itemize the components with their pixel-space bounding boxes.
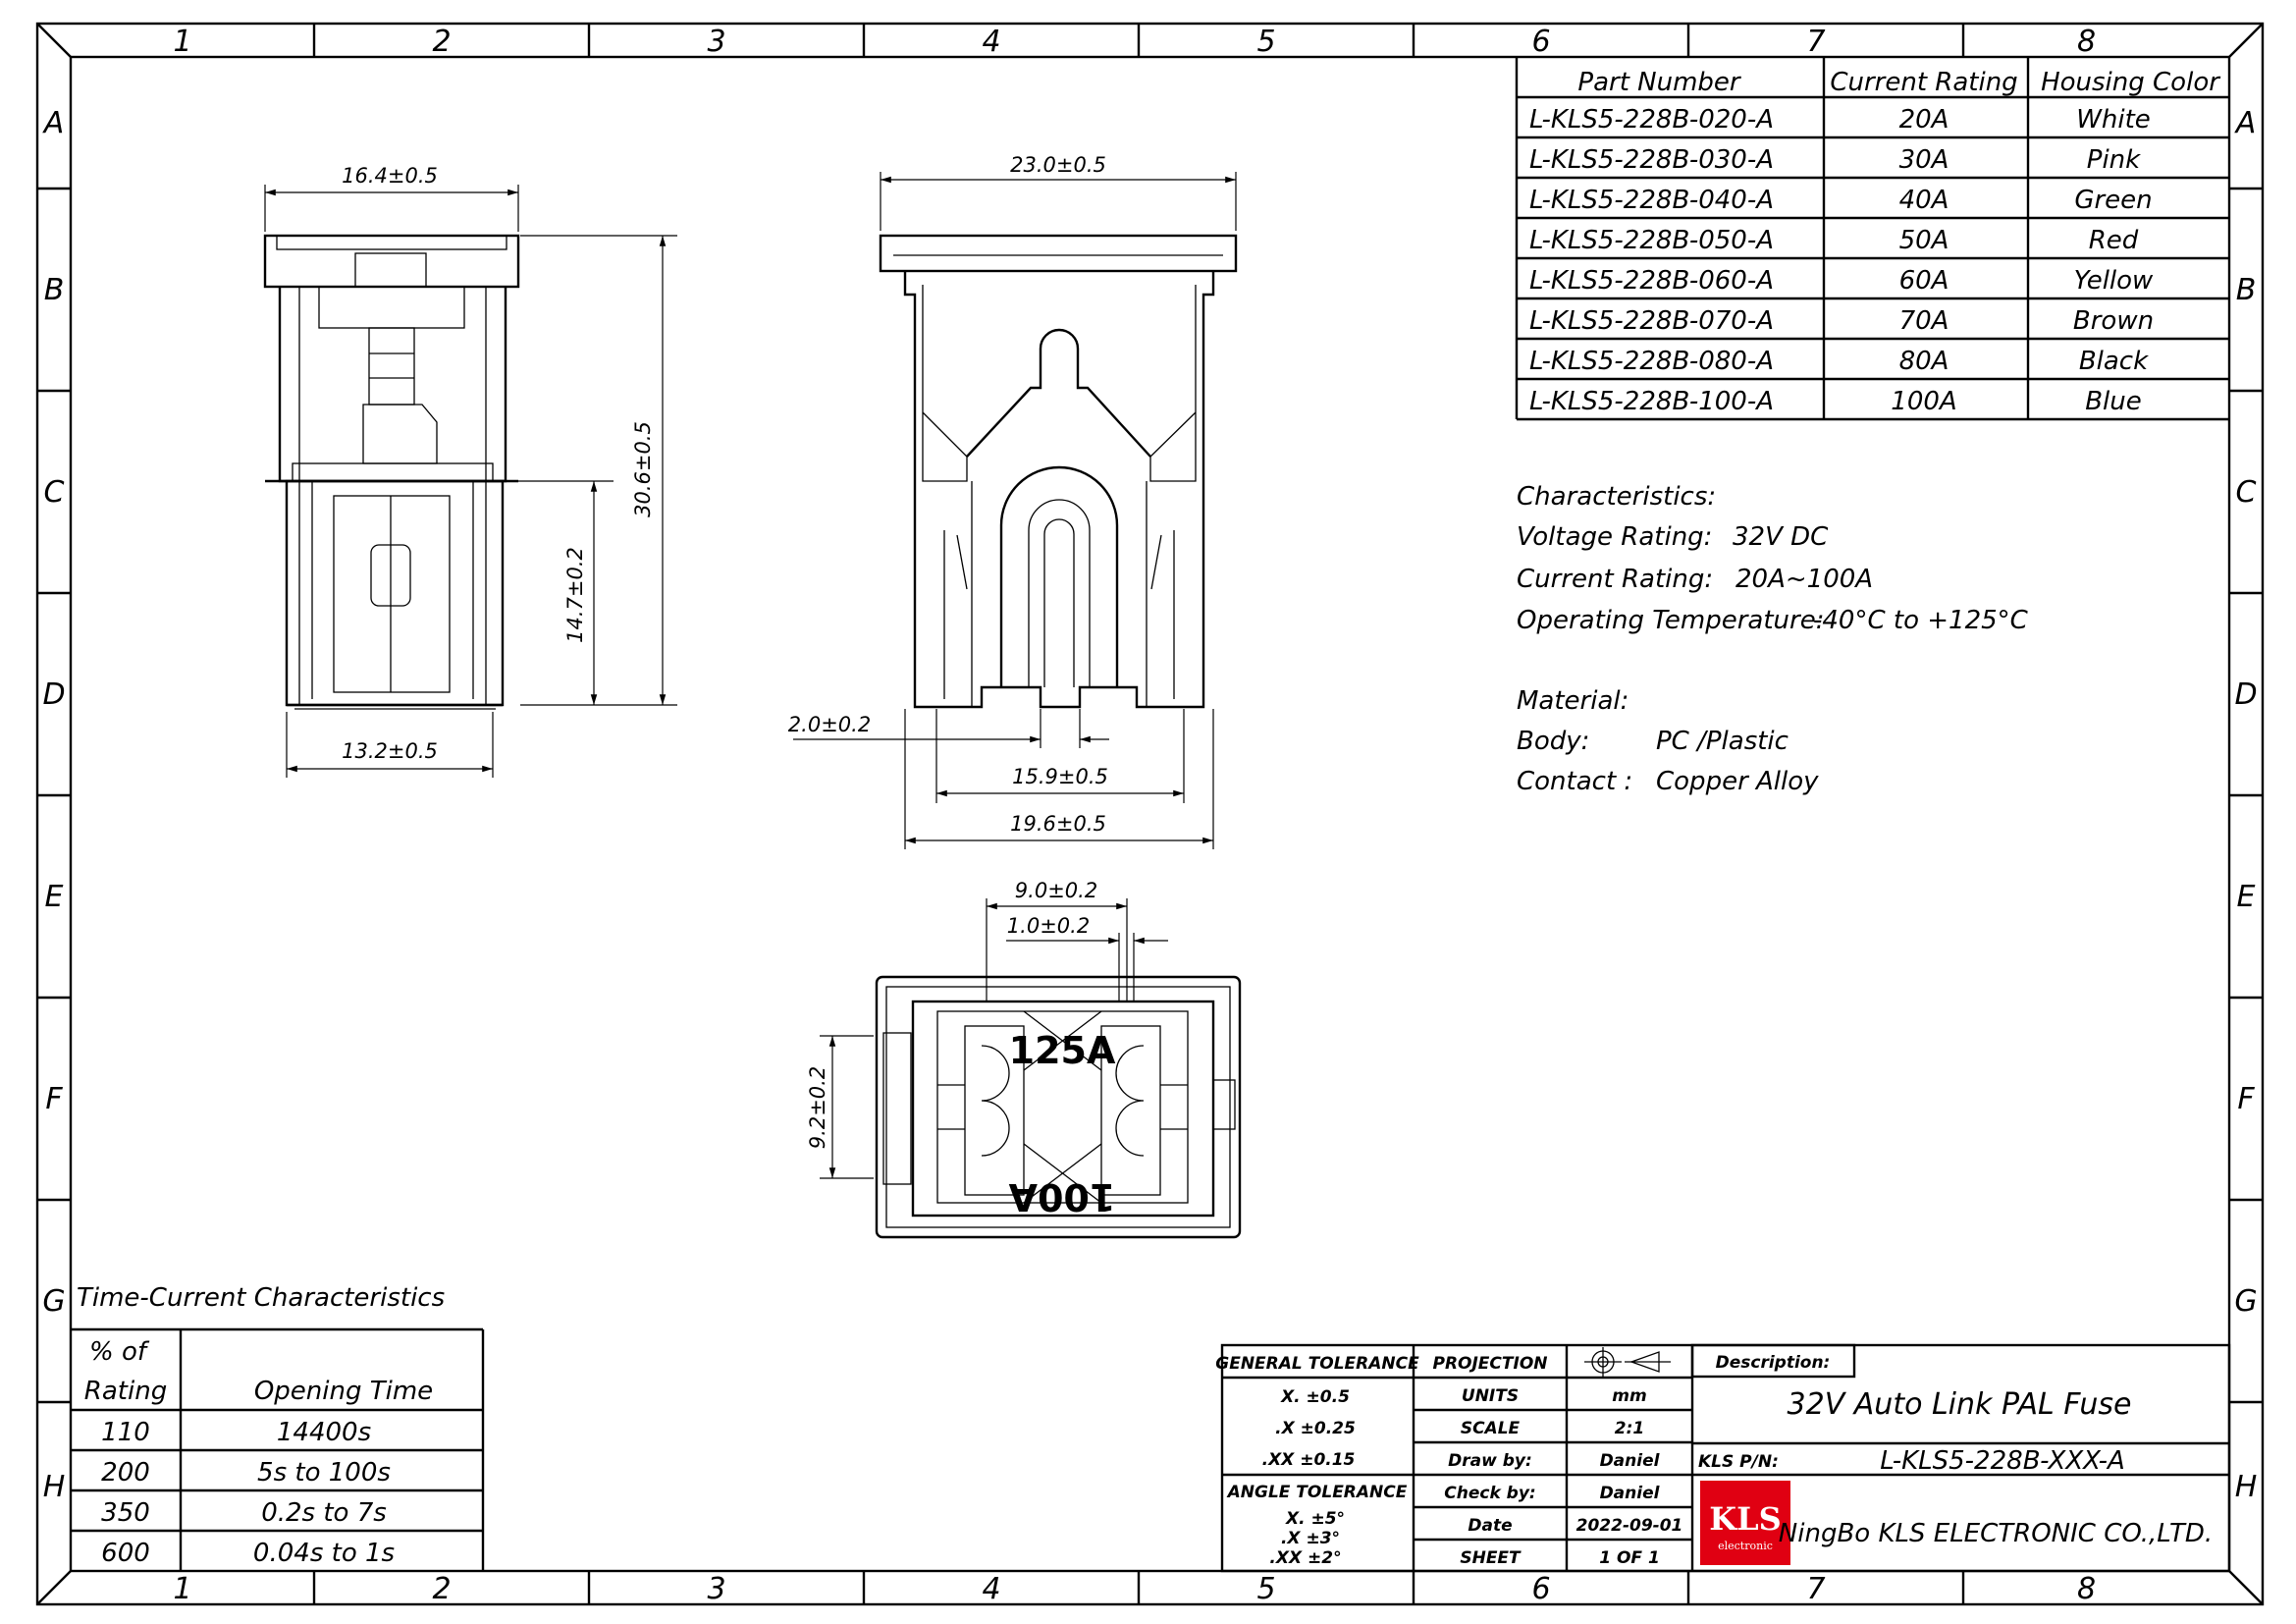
sheet-frame xyxy=(37,24,2263,1604)
rating-cell: 600 xyxy=(101,1539,150,1568)
dim-side-bottom-width: 13.2±0.5 xyxy=(342,739,438,763)
tol-x: X. ±0.5 xyxy=(1281,1387,1350,1407)
date-value: 2022-09-01 xyxy=(1575,1516,1683,1536)
time-current-table xyxy=(71,1283,483,1571)
table-row xyxy=(1529,145,2141,175)
units-label: UNITS xyxy=(1461,1386,1520,1406)
temperature-value: -40°C to +125°C xyxy=(1813,606,2028,635)
part-number-cell: L-KLS5-228B-060-A xyxy=(1529,266,1774,296)
characteristics-heading: Characteristics: xyxy=(1517,482,1717,512)
table-row xyxy=(101,1418,371,1447)
zone-row-E-right: E xyxy=(2236,880,2256,914)
angle-tolerance-label: ANGLE TOLERANCE xyxy=(1227,1483,1408,1502)
zone-col-2-bottom: 2 xyxy=(432,1572,452,1606)
scale-label: SCALE xyxy=(1460,1419,1521,1438)
description-label: Description: xyxy=(1715,1353,1831,1373)
current-rating-cell: 60A xyxy=(1898,266,1949,296)
current-rating-cell: 70A xyxy=(1898,306,1949,336)
housing-color-cell: White xyxy=(2076,105,2151,135)
scale-value: 2:1 xyxy=(1614,1419,1645,1438)
zone-labels xyxy=(42,25,2258,1606)
material-heading: Material: xyxy=(1517,686,1629,716)
housing-color-cell: Pink xyxy=(2086,145,2141,175)
pn-label: KLS P/N: xyxy=(1698,1452,1779,1472)
body-value: PC /Plastic xyxy=(1656,727,1789,756)
zone-row-C-left: C xyxy=(43,475,65,510)
part-number-cell: L-KLS5-228B-030-A xyxy=(1529,145,1774,175)
housing-color-cell: Blue xyxy=(2085,387,2142,416)
table-row xyxy=(1529,347,2149,376)
dim-side-lower-height: 14.7±0.2 xyxy=(563,547,587,643)
opening-time-cell: 5s to 100s xyxy=(257,1458,391,1488)
zone-col-4-top: 4 xyxy=(982,25,1001,59)
housing-color-cell: Brown xyxy=(2072,306,2155,336)
contact-label: Contact : xyxy=(1517,767,1633,796)
current-rating-cell: 80A xyxy=(1898,347,1949,376)
body-label: Body: xyxy=(1517,727,1590,756)
opening-time-cell: 0.2s to 7s xyxy=(261,1498,387,1528)
part-number-cell: L-KLS5-228B-050-A xyxy=(1529,226,1774,255)
zone-col-6-bottom: 6 xyxy=(1531,1572,1551,1606)
part-number-cell: L-KLS5-228B-070-A xyxy=(1529,306,1774,336)
logo-text: KLS xyxy=(1709,1500,1782,1538)
zone-row-F-left: F xyxy=(45,1082,63,1116)
pn-value: L-KLS5-228B-XXX-A xyxy=(1880,1446,2125,1476)
draw-label: Draw by: xyxy=(1448,1451,1532,1471)
part-number-table xyxy=(1517,57,2229,419)
temperature-label: Operating Temperature: xyxy=(1517,606,1825,635)
table-row xyxy=(1529,266,2154,296)
voltage-label: Voltage Rating: xyxy=(1517,522,1713,552)
dim-front-blade: 2.0±0.2 xyxy=(787,713,872,736)
opening-time-cell: 14400s xyxy=(276,1418,372,1447)
opening-time-header: Opening Time xyxy=(253,1377,434,1406)
zone-col-8-bottom: 8 xyxy=(2076,1572,2097,1606)
kls-logo xyxy=(1700,1481,1790,1565)
ang-x: X. ±5° xyxy=(1285,1509,1346,1529)
part-number-cell: L-KLS5-228B-080-A xyxy=(1529,347,1774,376)
zone-row-G-left: G xyxy=(42,1284,66,1319)
dim-side-total-height: 30.6±0.5 xyxy=(631,421,655,517)
part-number-cell: L-KLS5-228B-020-A xyxy=(1529,105,1774,135)
sheet-value: 1 OF 1 xyxy=(1599,1548,1660,1568)
company-name: NingBo KLS ELECTRONIC CO.,LTD. xyxy=(1778,1519,2214,1548)
current-rating-cell: 40A xyxy=(1898,186,1949,215)
zone-col-7-top: 7 xyxy=(1806,25,1826,59)
sheet-label: SHEET xyxy=(1460,1548,1521,1568)
draw-value: Daniel xyxy=(1599,1451,1660,1471)
tol-dxx: .XX ±0.15 xyxy=(1261,1450,1356,1470)
zone-row-A-right: A xyxy=(2235,106,2257,140)
current-rating-cell: 50A xyxy=(1898,226,1949,255)
housing-color-cell: Green xyxy=(2074,186,2153,215)
rating-header-line1: % of xyxy=(88,1337,147,1367)
general-tolerance-label: GENERAL TOLERANCE xyxy=(1215,1354,1419,1374)
zone-col-3-top: 3 xyxy=(707,25,726,59)
characteristics-block xyxy=(1517,482,2029,796)
title-block xyxy=(1215,1345,2229,1571)
zone-row-E-left: E xyxy=(44,880,64,914)
ang-dx: .X ±3° xyxy=(1280,1529,1341,1548)
check-value: Daniel xyxy=(1599,1484,1660,1503)
zone-row-D-left: D xyxy=(42,677,66,712)
side-view xyxy=(265,164,677,778)
zone-col-2-top: 2 xyxy=(432,25,452,59)
zone-row-H-left: H xyxy=(42,1470,66,1504)
table-row xyxy=(101,1498,387,1528)
rating-cell: 110 xyxy=(101,1418,150,1447)
zone-col-5-top: 5 xyxy=(1256,25,1276,59)
current-rating-header: Current Rating xyxy=(1830,68,2018,97)
table-row xyxy=(101,1458,391,1488)
rating-cell: 200 xyxy=(101,1458,150,1488)
dim-bottom-height: 9.2±0.2 xyxy=(806,1065,829,1150)
table-row xyxy=(1529,306,2154,336)
table-row xyxy=(101,1539,395,1568)
bottom-view xyxy=(806,879,1240,1237)
zone-row-B-left: B xyxy=(43,273,65,307)
current-rating-cell: 20A xyxy=(1898,105,1949,135)
zone-row-C-right: C xyxy=(2235,475,2257,510)
zone-col-4-bottom: 4 xyxy=(982,1572,1001,1606)
zone-col-1-bottom: 1 xyxy=(173,1572,192,1606)
fuse-mark-bottom: 100A xyxy=(1008,1175,1116,1218)
rating-header-line2: Rating xyxy=(83,1377,168,1406)
voltage-value: 32V DC xyxy=(1733,522,1829,552)
tol-dx: .X ±0.25 xyxy=(1275,1419,1356,1438)
check-label: Check by: xyxy=(1444,1484,1536,1503)
dim-bottom-spacing: 9.0±0.2 xyxy=(1014,879,1098,902)
zone-col-5-bottom: 5 xyxy=(1256,1572,1276,1606)
part-number-cell: L-KLS5-228B-040-A xyxy=(1529,186,1774,215)
zone-col-8-top: 8 xyxy=(2076,25,2097,59)
dim-side-top-width: 16.4±0.5 xyxy=(342,164,438,188)
housing-color-cell: Black xyxy=(2078,347,2149,376)
projection-symbol-icon xyxy=(1584,1347,1671,1377)
contact-value: Copper Alloy xyxy=(1656,767,1819,796)
dim-bottom-gap: 1.0±0.2 xyxy=(1006,914,1091,938)
dim-front-top-width: 23.0±0.5 xyxy=(1010,153,1106,177)
current-rating-cell: 100A xyxy=(1891,387,1957,416)
ang-dxx: .XX ±2° xyxy=(1269,1548,1342,1568)
zone-col-7-bottom: 7 xyxy=(1806,1572,1826,1606)
dim-front-outer-width: 19.6±0.5 xyxy=(1010,812,1106,836)
zone-col-1-top: 1 xyxy=(173,25,192,59)
logo-subtext: electronic xyxy=(1718,1540,1773,1552)
housing-color-cell: Red xyxy=(2088,226,2139,255)
time-current-title: Time-Current Characteristics xyxy=(77,1283,446,1313)
housing-color-cell: Yellow xyxy=(2073,266,2154,296)
current-label: Current Rating: xyxy=(1517,565,1714,594)
zone-row-B-right: B xyxy=(2235,273,2257,307)
current-rating-cell: 30A xyxy=(1898,145,1949,175)
zone-row-A-left: A xyxy=(43,106,65,140)
dim-front-inner-width: 15.9±0.5 xyxy=(1012,765,1108,788)
units-value: mm xyxy=(1612,1386,1647,1406)
zone-row-D-right: D xyxy=(2234,677,2258,712)
date-label: Date xyxy=(1468,1516,1513,1536)
zone-row-F-right: F xyxy=(2237,1082,2255,1116)
fuse-mark-top: 125A xyxy=(1008,1029,1116,1072)
zone-ticks xyxy=(37,24,2263,1604)
rating-cell: 350 xyxy=(101,1498,150,1528)
housing-color-header: Housing Color xyxy=(2041,68,2219,97)
zone-row-G-right: G xyxy=(2234,1284,2258,1319)
zone-row-H-right: H xyxy=(2234,1470,2258,1504)
current-value: 20A~100A xyxy=(1735,565,1874,594)
front-view xyxy=(788,153,1236,849)
zone-col-3-bottom: 3 xyxy=(707,1572,726,1606)
zone-col-6-top: 6 xyxy=(1531,25,1551,59)
table-row xyxy=(1529,105,2151,135)
description-value: 32V Auto Link PAL Fuse xyxy=(1787,1387,2132,1422)
table-row xyxy=(1529,226,2139,255)
opening-time-cell: 0.04s to 1s xyxy=(252,1539,396,1568)
table-row xyxy=(1529,186,2153,215)
projection-label: PROJECTION xyxy=(1432,1354,1548,1374)
table-row xyxy=(1529,387,2142,416)
part-number-cell: L-KLS5-228B-100-A xyxy=(1529,387,1774,416)
part-number-header: Part Number xyxy=(1577,68,1740,97)
